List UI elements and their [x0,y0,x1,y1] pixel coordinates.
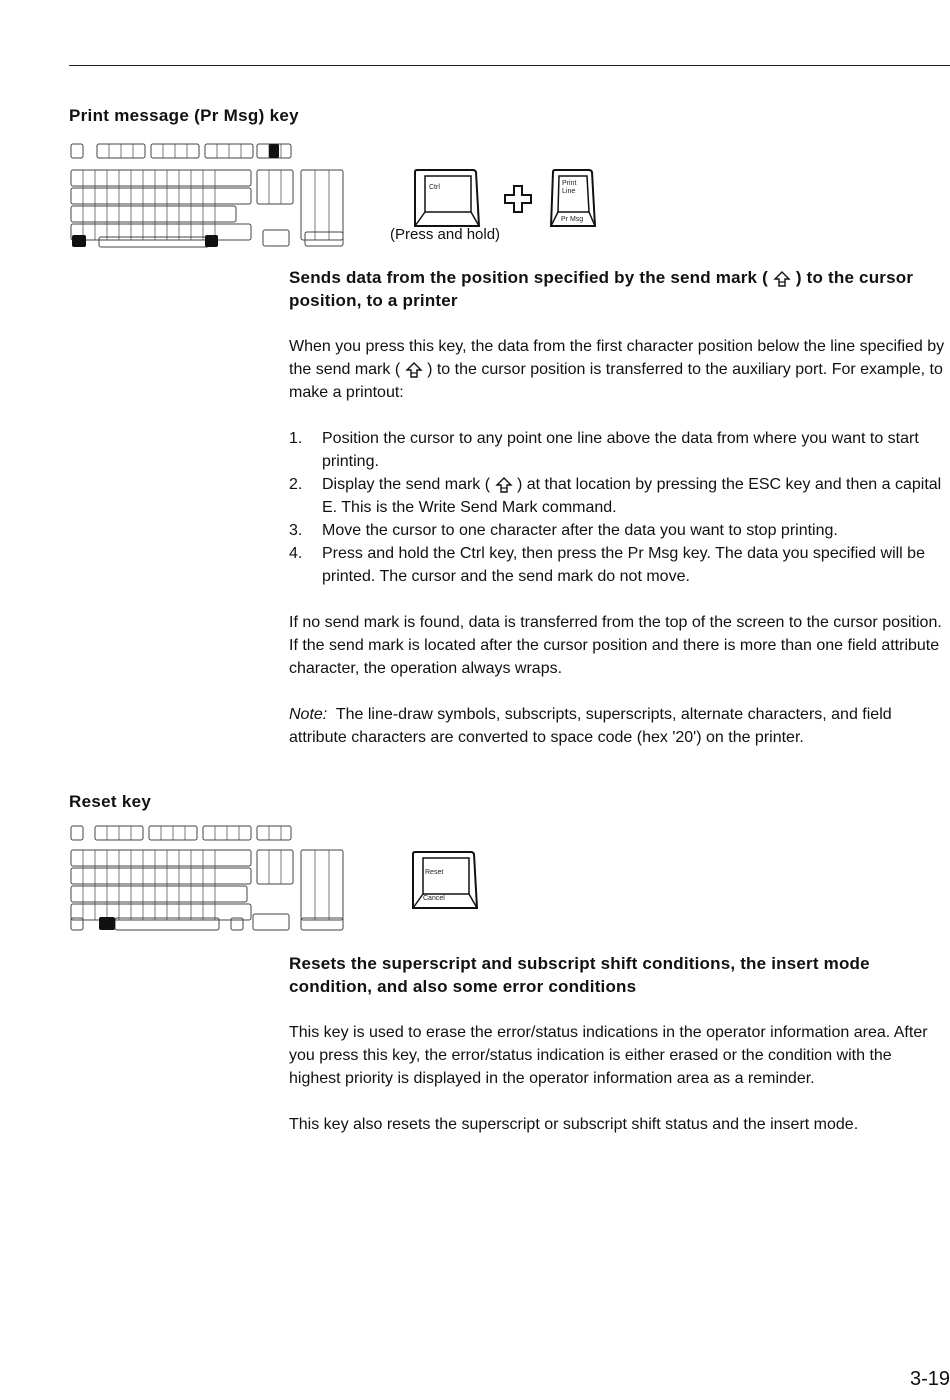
plus-icon [503,184,533,214]
cancel-key-label: Cancel [423,895,445,902]
para1-part1: When you press this key, the data from the first character position below the line specified by the send mark ( [289,338,945,378]
print-message-para1 [289,335,945,404]
reset-para2: This key also resets the superscript or subscript shift status and the insert mode. [289,1116,859,1133]
section-heading-reset: Reset key [69,792,152,811]
step-text: ) at that location by pressing the ESC key and then a capital E. This is the Write Send Mark command. [322,476,942,516]
ctrl-key-icon [413,168,481,228]
note [289,703,945,749]
step-number: 2. [289,476,303,493]
step-text: Press and hold the Ctrl key, then press the Pr Msg key. The data you specified will be printed. The cursor and the send mark do not move. [322,545,925,585]
section-heading-print-message: Print message (Pr Msg) key [69,106,299,125]
lead-part2: ) to the cursor position, to a printer [289,268,914,310]
print-message-body [289,266,945,749]
lead-part1: Sends data from the position specified by the send mark ( [289,268,768,287]
page-number: 3-19 [909,1368,950,1390]
list-item [289,427,945,473]
press-and-hold-caption: (Press and hold) [390,226,501,243]
print-line-key-icon [549,168,597,228]
step-text: Position the cursor to any point one line above the data from where you want to start printing. [322,430,919,470]
note-text: The line-draw symbols, subscripts, superscripts, alternate characters, and field attribute characters are converted to space code (hex '20') on the printer. [289,706,892,746]
step-number: 1. [289,430,303,447]
line-key-label: Line [562,188,576,195]
list-item [289,473,945,519]
keyboard-diagram-print-message [69,140,349,252]
step-text: Display the send mark ( [322,476,491,493]
keyboard-diagram-reset [69,822,349,934]
reset-lead: Resets the superscript and subscript shift conditions, the insert mode condition, and also some error conditions [289,954,870,996]
reset-key-icon [411,850,479,910]
send-mark-icon [405,361,423,379]
send-mark-icon [773,270,791,288]
step-text: Move the cursor to one character after the data you want to stop printing. [322,522,838,539]
print-message-para2: If no send mark is found, data is transferred from the top of the screen to the cursor position. If the send mark is located after the cursor position and there is more than one field attribute character, the operation always wraps. [289,614,942,677]
list-item [289,519,945,542]
note-label: Note: [289,706,328,723]
print-key-label: Print [562,180,577,187]
step-number: 3. [289,522,303,539]
reset-para1: This key is used to erase the error/status indications in the operator information area. After you press this key, the error/status indication is either erased or the condition with the highest priority is displayed in the operator information area as a reminder. [289,1024,928,1087]
steps-list [289,427,945,588]
step-number: 4. [289,545,303,562]
reset-key-label: Reset [425,869,444,876]
send-mark-icon [495,476,513,494]
ctrl-key-label: Ctrl [429,184,440,191]
pr-msg-key-label: Pr Msg [561,216,584,223]
reset-body [289,952,945,1136]
top-rule [69,65,950,66]
para1-part2: ) to the cursor position is transferred to the auxiliary port. For example, to make a printout: [289,361,943,401]
list-item [289,542,945,588]
print-message-lead [289,266,945,312]
